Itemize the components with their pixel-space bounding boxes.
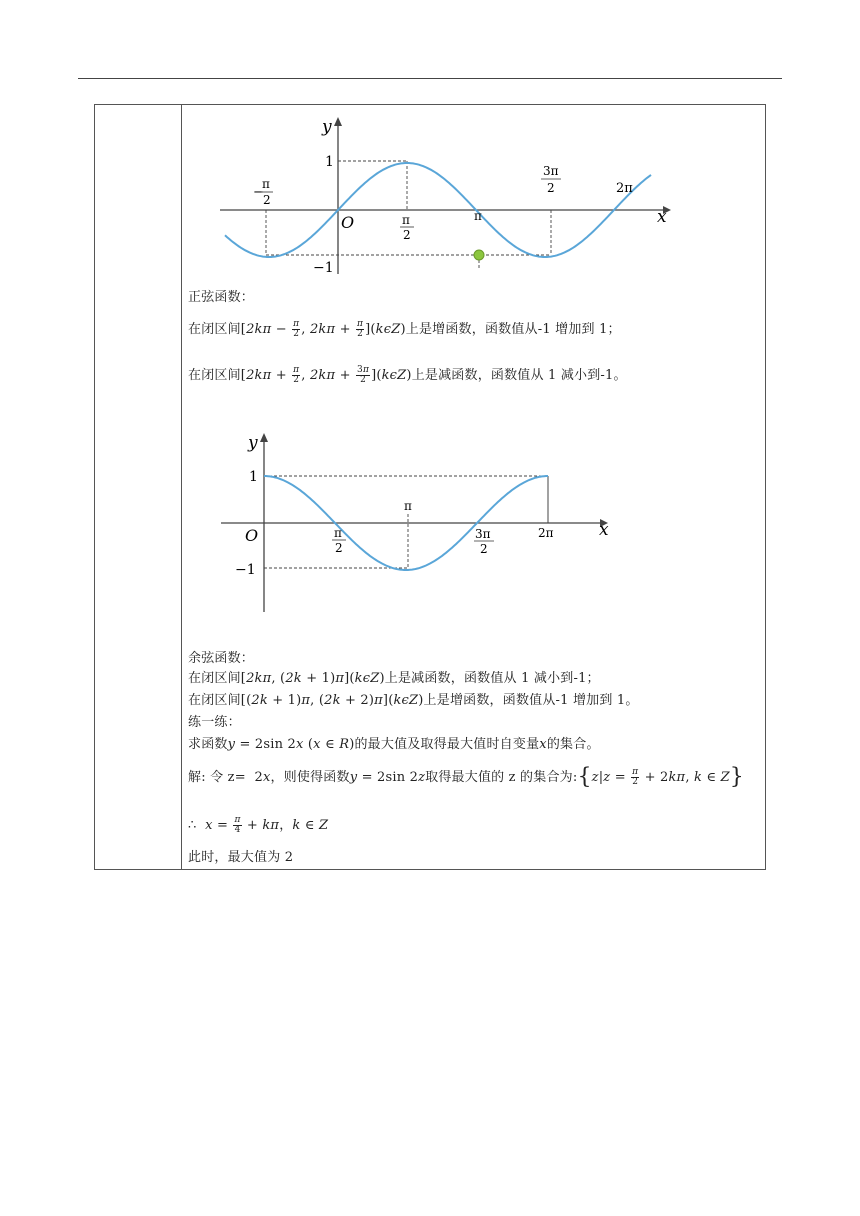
sine-tick-pi2-num: π	[402, 213, 410, 227]
sine-inc-post: 上是增函数，函数值从-1 增加到 1；	[405, 322, 621, 337]
sine-tick-pi: π	[474, 209, 482, 223]
sine-ytick-neg1: −1	[313, 260, 334, 276]
sine-tick-minus: −	[253, 185, 264, 200]
cos-guides	[264, 476, 548, 568]
sine-title: 正弦函数：	[188, 290, 255, 305]
cosine-increasing-line: 在闭区间[(2k + 1)π, (2k + 2)π](kϵZ)上是增函数，函数值从-1 增加到 1。	[188, 693, 639, 708]
sine-tick-neg-pi-den: 2	[263, 193, 271, 207]
sine-ytick-1: 1	[325, 154, 334, 170]
solution-mid2: 取得最大值的 z 的集合为:	[425, 770, 578, 785]
cos-ytick-neg1: −1	[235, 562, 256, 578]
cos-x-label: x	[599, 520, 609, 540]
exercise-mid: 的最大值及取得最大值时自变量	[354, 737, 540, 752]
practice-title: 练一练：	[188, 715, 241, 730]
sine-dec-pre: 在闭区间[	[188, 368, 247, 383]
cos-y-arrow	[260, 433, 268, 442]
conclusion-line: 此时，最大值为 2	[188, 850, 294, 865]
cosine-title: 余弦函数：	[188, 651, 255, 666]
cos-tick-2pi: 2π	[538, 526, 554, 540]
cos-tick-3pi2-den: 2	[480, 542, 488, 556]
cos-inc-post: 上是增函数，函数值从-1 增加到 1。	[423, 693, 639, 708]
sine-inc-pre: 在闭区间[	[188, 322, 247, 337]
table-column-divider	[181, 105, 182, 869]
cos-ytick-1: 1	[249, 469, 258, 485]
cosine-decreasing-line: 在闭区间[2kπ, (2k + 1)π](kϵZ)上是减函数，函数值从 1 减小到-1；	[188, 671, 600, 686]
therefore-symbol: ∴	[188, 818, 197, 833]
cos-tick-pi2-den: 2	[335, 541, 343, 555]
sine-increasing-line: 在闭区间[2kπ − $\frac{\pi}{2}$ , 2kπ + $\frac{\pi}{2}$ ](kϵZ)上是增函数，函数值从-1 增加到 1；	[188, 319, 621, 339]
cos-inc-pre: 在闭区间[	[188, 693, 247, 708]
sine-decreasing-line: 在闭区间[2kπ + $\frac{\pi}{2}$ , 2kπ + $\frac{3\pi}{2}$ ](kϵZ)上是减函数，函数值从 1 减小到-1。	[188, 365, 627, 385]
solution-pre: 解: 令 z=	[188, 770, 246, 785]
sine-origin-label: O	[341, 213, 355, 232]
solution-mid: ，则使得函数	[270, 770, 350, 785]
sine-tick-2pi: 2π	[616, 181, 633, 196]
cos-y-label: y	[248, 433, 258, 453]
sine-dec-post: 上是减函数，函数值从 1 减小到-1。	[411, 368, 627, 383]
cos-origin-label: O	[245, 526, 259, 545]
cos-dec-post: 上是减函数，函数值从 1 减小到-1；	[384, 671, 600, 686]
sine-y-arrow	[334, 117, 342, 126]
sine-x-label: x	[657, 207, 667, 227]
cosine-graph	[218, 428, 618, 616]
header-rule	[78, 78, 782, 79]
exercise-line: 求函数y = 2sin 2x (x ∈ R)的最大值及取得最大值时自变量x的集合。	[188, 737, 600, 752]
sine-tick-neg-pi-num: π	[262, 177, 270, 191]
cos-dec-pre: 在闭区间[	[188, 671, 247, 686]
therefore-line: ∴ x = $\frac{\pi}{4}$ + kπ，k ∈ Z	[188, 815, 329, 835]
sine-tick-pi2-den: 2	[403, 228, 411, 242]
sine-marker	[474, 250, 484, 260]
exercise-post: 的集合。	[546, 737, 600, 752]
cos-tick-pi2-num: π	[334, 526, 342, 540]
solution-line: 解: 令 z= 2x，则使得函数y = 2sin 2z取得最大值的 z 的集合为:{z|z = $\frac{\pi}{2}$ + 2kπ, k ∈ Z}	[188, 764, 744, 790]
cos-tick-pi: π	[404, 499, 412, 513]
sine-tick-3pi2-den: 2	[547, 181, 555, 195]
sine-y-label: y	[322, 117, 332, 137]
exercise-pre: 求函数	[188, 737, 228, 752]
sine-tick-3pi2-num: 3π	[543, 164, 559, 178]
sine-graph	[215, 112, 675, 278]
cos-tick-3pi2-num: 3π	[475, 527, 491, 541]
therefore-sep: ，	[279, 818, 293, 833]
